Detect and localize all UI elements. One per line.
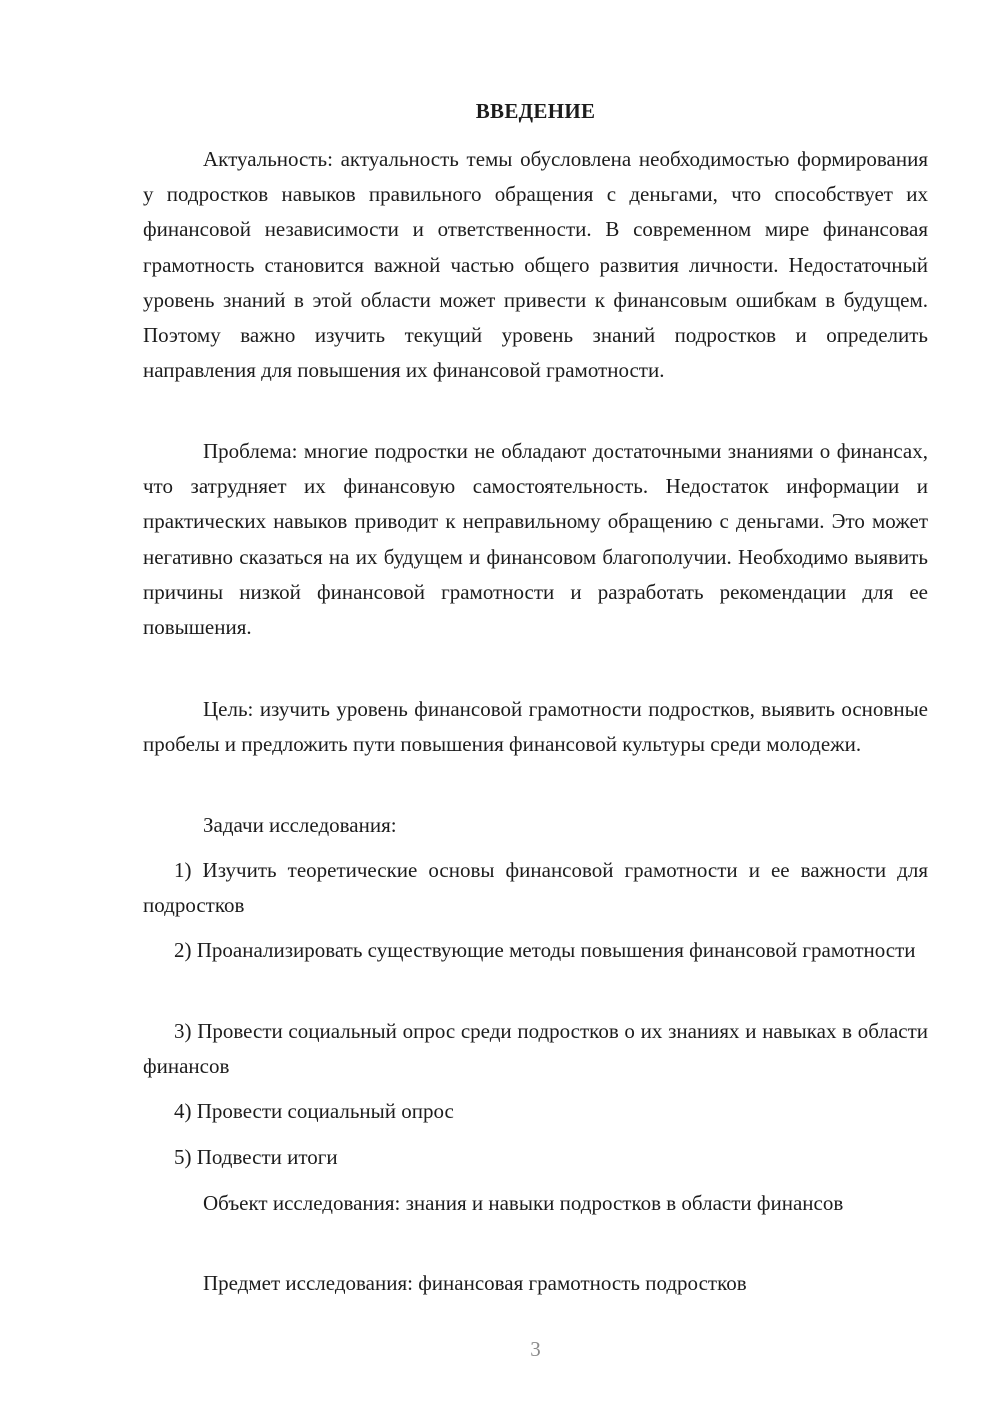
task-item-3: 3) Провести социальный опрос среди подростков о их знаниях и навыках в области финансов [143,1019,928,1079]
task-item-2: 2) Проанализировать существующие методы повышения финансовой грамотности [174,938,916,962]
page-number: 3 [530,1337,541,1361]
paragraph-subject: Предмет исследования: финансовая грамотность подростков [203,1271,747,1295]
task-item-5: 5) Подвести итоги [174,1145,338,1169]
task-item-1: 1) Изучить теоретические основы финансовой грамотности и ее важности для подростков [143,858,928,918]
paragraph-problem: Проблема: многие подростки не обладают достаточными знаниями о финансах, что затрудняет их финансовую самостоятельность. Недостаток информации и практических навыков приводит к неправильному обращению с деньгами. Это может негативно сказаться на их будущем и финансовом благополучии. Необходимо выявить причины низкой финансовой грамотности и разработать рекомендации для ее повышения. [143,439,928,640]
paragraph-relevance: Актуальность: актуальность темы обусловлена необходимостью формирования у подростков навыков правильного обращения с деньгами, что способствует их финансовой независимости и ответственности. В современном мире финансовая грамотность становится важной частью общего развития личности. Недостаточный уровень знаний в этой области может привести к финансовым ошибкам в будущем. Поэтому важно изучить текущий уровень знаний подростков и определить направления для повышения их финансовой грамотности. [143,147,928,383]
task-item-4: 4) Провести социальный опрос [174,1099,454,1123]
paragraph-object: Объект исследования: знания и навыки подростков в области финансов [203,1191,844,1215]
document-page [143,0,928,1414]
tasks-heading: Задачи исследования: [203,813,397,837]
section-heading: ВВЕДЕНИЕ [475,99,596,123]
paragraph-goal: Цель: изучить уровень финансовой грамотности подростков, выявить основные пробелы и предложить пути повышения финансовой культуры среди молодежи. [143,697,928,757]
